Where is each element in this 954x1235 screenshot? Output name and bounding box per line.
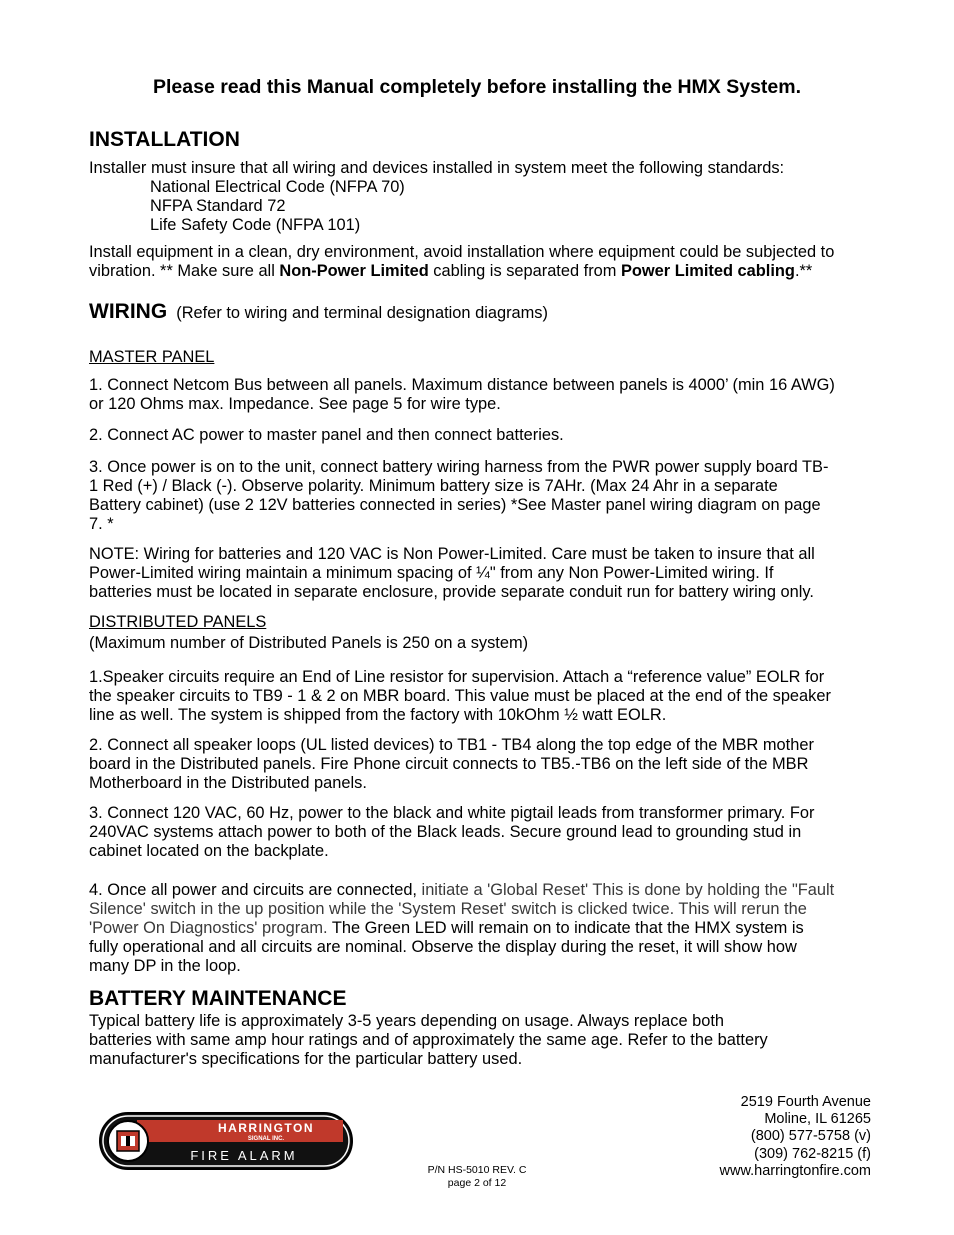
battery-line: manufacturer's specifications for the particular battery used. [89, 1050, 523, 1068]
note-line: Power-Limited wiring maintain a minimum spacing of ¼" from any Non Power-Limited wiring. If [89, 564, 774, 582]
distributed-panels-heading: DISTRIBUTED PANELS [89, 613, 267, 631]
logo-text-harrington: HARRINGTON [217, 1121, 315, 1135]
dist-step-4-cont: fully operational and all circuits are nominal. Observe the display during the reset, it will show how [89, 938, 797, 956]
installation-heading: INSTALLATION [89, 128, 240, 151]
dist-step-3-cont: 240VAC systems attach power to both of the Black leads. Secure ground lead to grounding stud in [89, 823, 802, 841]
note-line: NOTE: Wiring for batteries and 120 VAC is Non Power-Limited. Care must be taken to insure that all [89, 545, 815, 563]
install-env-line: Install equipment in a clean, dry environment, avoid installation where equipment could be subjected to [89, 243, 835, 261]
dist-step-2: 2. Connect all speaker loops (UL listed devices) to TB1 - TB4 along the top edge of the MBR mother [89, 736, 814, 754]
install-env-line: vibration. ** Make sure all Non-Power Limited cabling is separated from Power Limited cabling.** [89, 262, 813, 280]
master-step-1-cont: or 120 Ohms max. Impedance. See page 5 for wire type. [89, 395, 501, 413]
standard-item: National Electrical Code (NFPA 70) [150, 178, 405, 196]
website-link[interactable]: www.harringtonfire.com [719, 1162, 871, 1179]
page-footer [0, 1164, 954, 1189]
master-panel-heading: MASTER PANEL [89, 348, 215, 366]
master-step-2: 2. Connect AC power to master panel and then connect batteries. [89, 426, 564, 444]
wiring-heading: WIRING [89, 300, 168, 323]
wiring-heading-row [89, 302, 871, 323]
fax-line: (309) 762-8215 (f) [754, 1145, 871, 1162]
notice-title: Please read this Manual completely before installing the HMX System. [152, 76, 802, 98]
address-line: 2519 Fourth Avenue [740, 1094, 871, 1110]
logo-text-signal: SIGNAL INC. [247, 1136, 285, 1142]
dist-step-1-cont: line as well. The system is shipped from the factory with 10kOhm ½ watt EOLR. [89, 706, 667, 724]
note-line: batteries must be located in separate enclosure, provide separate conduit run for battery wiring only. [89, 583, 814, 601]
dist-step-2-cont: board in the Distributed panels. Fire Phone circuit connects to TB5.-TB6 on the left side of the MBR [89, 755, 809, 773]
dist-step-4-cont: many DP in the loop. [89, 957, 241, 975]
dist-step-4-cont: Silence' switch in the up position while the 'System Reset' switch is clicked twice. This will rerun the [89, 900, 807, 918]
dist-step-4: 4. Once all power and circuits are connected, initiate a 'Global Reset' This is done by holding the "Fault [89, 881, 835, 899]
master-step-3-cont: Battery cabinet) (use 2 12V batteries connected in series) *See Master panel wiring diagram on page [89, 496, 821, 514]
logo-text-fire-alarm: FIRE ALARM [190, 1148, 298, 1163]
dist-step-1: 1.Speaker circuits require an End of Line resistor for supervision. Attach a “reference value” EOLR for [89, 668, 825, 686]
distributed-max-note: (Maximum number of Distributed Panels is 250 on a system) [89, 634, 529, 652]
dist-step-2-cont: Motherboard in the Distributed panels. [89, 774, 367, 792]
standard-item: NFPA Standard 72 [150, 197, 286, 215]
page-number: page 2 of 12 [447, 1176, 507, 1189]
battery-line: batteries with same amp hour ratings and of approximately the same age. Refer to the battery [89, 1031, 768, 1049]
part-number: P/N HS-5010 REV. C [427, 1164, 527, 1176]
harrington-logo [99, 1112, 353, 1170]
phone-line: (800) 577-5758 (v) [750, 1128, 871, 1145]
master-step-3-cont: 7. * [89, 515, 114, 533]
installation-intro: Installer must insure that all wiring and devices installed in system meet the following standards: [89, 159, 785, 177]
address-line: Moline, IL 61265 [764, 1111, 871, 1128]
standard-item: Life Safety Code (NFPA 101) [150, 216, 361, 234]
dist-step-1-cont: the speaker circuits to TB9 - 1 & 2 on MBR board. This value must be placed at the end of the speaker [89, 687, 831, 705]
dist-step-3-cont: cabinet located on the backplate. [89, 842, 329, 860]
master-step-1: 1. Connect Netcom Bus between all panels. Maximum distance between panels is 4000’ (min 16 AWG) [89, 376, 835, 394]
dist-step-4-cont: 'Power On Diagnostics' program. The Green LED will remain on to indicate that the HMX system is [89, 919, 804, 937]
battery-heading: BATTERY MAINTENANCE [89, 987, 347, 1010]
dist-step-3: 3. Connect 120 VAC, 60 Hz, power to the black and white pigtail leads from transformer primary. For [89, 804, 815, 822]
wiring-subheading: (Refer to wiring and terminal designation diagrams) [176, 304, 548, 322]
battery-line: Typical battery life is approximately 3-5 years depending on usage. Always replace both [89, 1012, 725, 1030]
master-step-3: 3. Once power is on to the unit, connect battery wiring harness from the PWR power supply board TB- [89, 458, 829, 476]
master-step-3-cont: 1 Red (+) / Black (-). Observe polarity. Minimum battery size is 7AHr. (Max 24 Ahr in a separate [89, 477, 778, 495]
